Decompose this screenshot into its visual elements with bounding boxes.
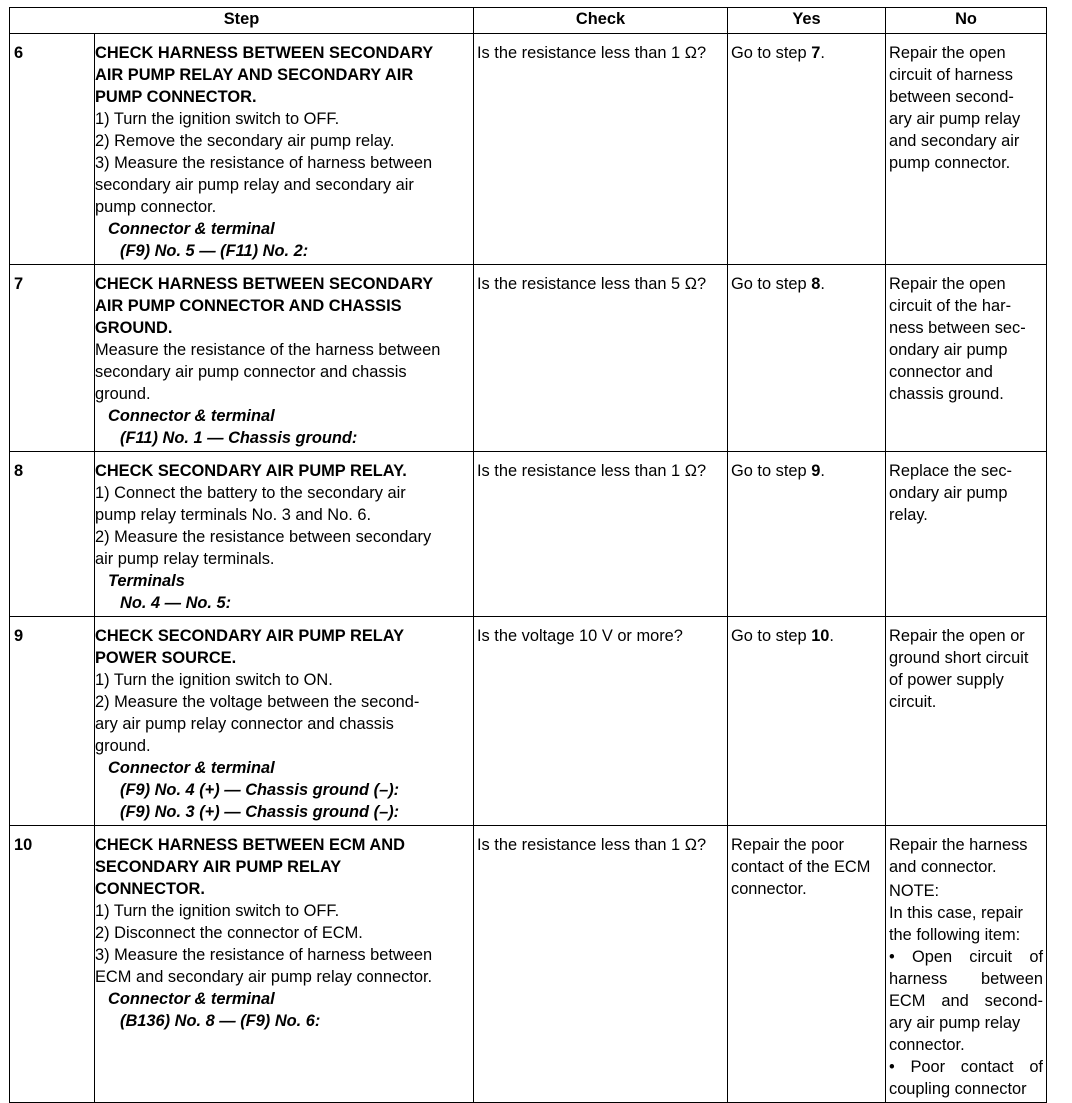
no-line: Repair the open or <box>889 627 1025 645</box>
yes-step-number: 10 <box>811 627 830 645</box>
no-line: and connector. <box>889 858 997 876</box>
terminal-label: Connector & terminal <box>108 990 275 1008</box>
no-line: of power supply <box>889 671 1004 689</box>
yes-suffix: . <box>820 275 825 293</box>
step-title-line: CHECK HARNESS BETWEEN SECONDARY <box>95 44 434 62</box>
yes-action <box>728 34 886 265</box>
yes-step-number: 7 <box>811 44 821 62</box>
no-note-line: NOTE: <box>889 882 940 900</box>
step-body-line: 3) Measure the resistance of harness between <box>95 946 433 964</box>
no-line: ness between sec- <box>889 319 1026 337</box>
yes-line: Repair the poor <box>731 836 844 854</box>
terminal-value: (F9) No. 4 (+) — Chassis ground (–): <box>120 781 400 799</box>
no-item-line: connector. <box>889 1036 965 1054</box>
yes-text: Go to step <box>731 275 812 293</box>
step-description <box>95 265 474 452</box>
no-action <box>886 452 1047 617</box>
terminal-value: (F11) No. 1 — Chassis ground: <box>120 429 358 447</box>
no-line: circuit of harness <box>889 66 1013 84</box>
terminal-value: No. 4 — No. 5: <box>120 594 232 612</box>
no-line: Repair the harness <box>889 836 1028 854</box>
no-line: Repair the open <box>889 275 1006 293</box>
step-body-line: 2) Disconnect the connector of ECM. <box>95 924 363 942</box>
yes-line: connector. <box>731 880 807 898</box>
step-body-line: 1) Turn the ignition switch to OFF. <box>95 902 340 920</box>
step-description <box>95 826 474 1103</box>
check-question: Is the resistance less than 5 Ω? <box>474 265 728 452</box>
terminal-label: Connector & terminal <box>108 220 275 238</box>
terminal-value: (F9) No. 3 (+) — Chassis ground (–): <box>120 803 400 821</box>
yes-action <box>728 265 886 452</box>
step-body-line: secondary air pump connector and chassis <box>95 363 407 381</box>
step-title-line: AIR PUMP CONNECTOR AND CHASSIS <box>95 297 402 315</box>
step-title-line: GROUND. <box>95 319 173 337</box>
yes-action <box>728 826 886 1103</box>
yes-text: Go to step <box>731 44 812 62</box>
step-body-line: 1) Turn the ignition switch to ON. <box>95 671 333 689</box>
no-line: circuit. <box>889 693 937 711</box>
table-row <box>10 34 1047 265</box>
no-line: circuit of the har- <box>889 297 1012 315</box>
yes-text: Go to step <box>731 627 812 645</box>
no-item-line: ECM and second- <box>889 992 1043 1010</box>
header-step: Step <box>10 8 474 34</box>
no-note-line: the following item: <box>889 926 1021 944</box>
no-item-line: ary air pump relay <box>889 1014 1021 1032</box>
yes-action <box>728 617 886 826</box>
no-line: Repair the open <box>889 44 1006 62</box>
yes-step-number: 8 <box>811 275 821 293</box>
no-line: ary air pump relay <box>889 110 1021 128</box>
step-title-line: AIR PUMP RELAY AND SECONDARY AIR <box>95 66 414 84</box>
step-title-line: PUMP CONNECTOR. <box>95 88 257 106</box>
header-no: No <box>886 8 1047 34</box>
step-number: 7 <box>10 265 95 452</box>
no-line: ondary air pump <box>889 484 1008 502</box>
no-action <box>886 34 1047 265</box>
step-number: 9 <box>10 617 95 826</box>
step-title-line: CHECK HARNESS BETWEEN ECM AND <box>95 836 405 854</box>
no-item-line: • Poor contact of <box>889 1058 1043 1076</box>
header-check: Check <box>474 8 728 34</box>
yes-action <box>728 452 886 617</box>
check-question: Is the resistance less than 1 Ω? <box>474 452 728 617</box>
step-body-line: ECM and secondary air pump relay connector. <box>95 968 433 986</box>
step-body-line: pump connector. <box>95 198 217 216</box>
no-line: relay. <box>889 506 928 524</box>
step-body-line: 1) Turn the ignition switch to OFF. <box>95 110 340 128</box>
step-number: 8 <box>10 452 95 617</box>
no-action <box>886 265 1047 452</box>
no-line: and secondary air <box>889 132 1020 150</box>
step-title-line: CONNECTOR. <box>95 880 205 898</box>
step-description <box>95 452 474 617</box>
step-title-line: CHECK HARNESS BETWEEN SECONDARY <box>95 275 434 293</box>
terminal-value: (B136) No. 8 — (F9) No. 6: <box>120 1012 321 1030</box>
table-row <box>10 452 1047 617</box>
step-description <box>95 34 474 265</box>
no-action <box>886 826 1047 1103</box>
no-note-line: In this case, repair <box>889 904 1023 922</box>
yes-suffix: . <box>820 44 825 62</box>
header-yes: Yes <box>728 8 886 34</box>
no-line: between second- <box>889 88 1014 106</box>
step-body-line: pump relay terminals No. 3 and No. 6. <box>95 506 372 524</box>
step-body-line: 2) Remove the secondary air pump relay. <box>95 132 395 150</box>
check-question: Is the resistance less than 1 Ω? <box>474 826 728 1103</box>
step-title-line: CHECK SECONDARY AIR PUMP RELAY. <box>95 462 407 480</box>
step-body-line: ground. <box>95 737 151 755</box>
terminal-label: Terminals <box>108 572 185 590</box>
yes-text: Go to step <box>731 462 812 480</box>
no-line: ondary air pump <box>889 341 1008 359</box>
table-row <box>10 265 1047 452</box>
table-header-row <box>10 8 1047 34</box>
check-question: Is the voltage 10 V or more? <box>474 617 728 826</box>
terminal-value: (F9) No. 5 — (F11) No. 2: <box>120 242 309 260</box>
yes-step-number: 9 <box>811 462 821 480</box>
no-item-line: • Open circuit of <box>889 948 1043 966</box>
no-line: pump connector. <box>889 154 1011 172</box>
step-number: 6 <box>10 34 95 265</box>
no-line: connector and <box>889 363 993 381</box>
no-item-line: harness between <box>889 970 1043 988</box>
step-title-line: POWER SOURCE. <box>95 649 237 667</box>
no-line: chassis ground. <box>889 385 1004 403</box>
check-question: Is the resistance less than 1 Ω? <box>474 34 728 265</box>
no-line: Replace the sec- <box>889 462 1012 480</box>
step-title-line: CHECK SECONDARY AIR PUMP RELAY <box>95 627 405 645</box>
no-action <box>886 617 1047 826</box>
step-body-line: ary air pump relay connector and chassis <box>95 715 394 733</box>
yes-suffix: . <box>820 462 825 480</box>
terminal-label: Connector & terminal <box>108 759 275 777</box>
step-body-line: ground. <box>95 385 151 403</box>
no-line: ground short circuit <box>889 649 1029 667</box>
step-body-line: 2) Measure the voltage between the second- <box>95 693 420 711</box>
step-body-line: 2) Measure the resistance between secondary <box>95 528 432 546</box>
table-row <box>10 617 1047 826</box>
step-description <box>95 617 474 826</box>
step-body-line: 3) Measure the resistance of harness between <box>95 154 433 172</box>
step-body-line: secondary air pump relay and secondary air <box>95 176 414 194</box>
terminal-label: Connector & terminal <box>108 407 275 425</box>
step-body-line: air pump relay terminals. <box>95 550 275 568</box>
table-row <box>10 826 1047 1103</box>
step-title-line: SECONDARY AIR PUMP RELAY <box>95 858 342 876</box>
yes-suffix: . <box>829 627 834 645</box>
no-item-line: coupling connector <box>889 1080 1027 1098</box>
step-body-line: Measure the resistance of the harness between <box>95 341 441 359</box>
diagnostic-table <box>9 7 1047 1103</box>
yes-line: contact of the ECM <box>731 858 871 876</box>
step-number: 10 <box>10 826 95 1103</box>
step-body-line: 1) Connect the battery to the secondary air <box>95 484 406 502</box>
